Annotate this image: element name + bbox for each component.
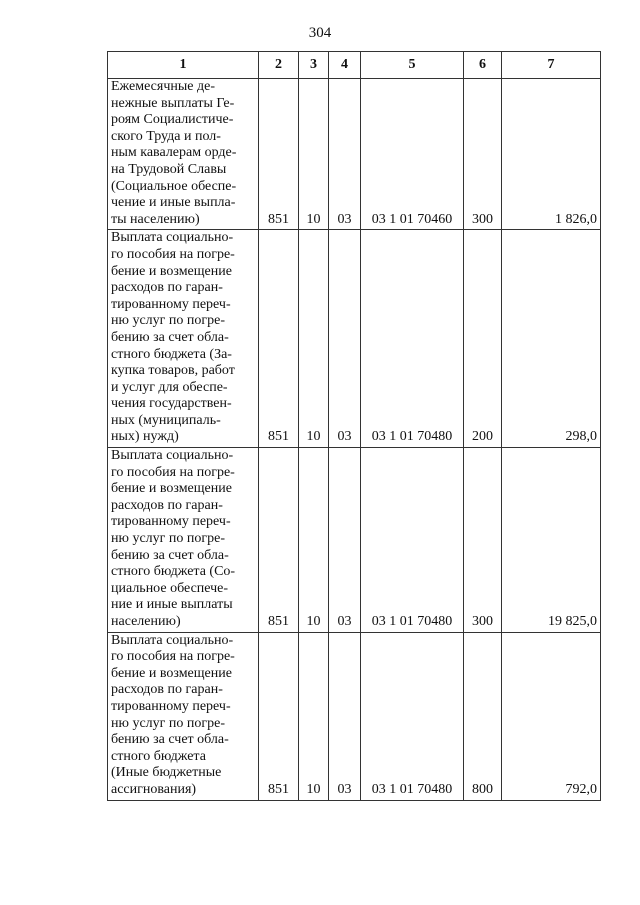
description-line: на Трудовой Славы — [111, 161, 227, 177]
description-line: (Иные бюджетные — [111, 765, 222, 781]
row-description — [108, 632, 259, 800]
description-line: тированному переч- — [111, 514, 231, 530]
row-description — [108, 79, 259, 230]
description-line: расходов по гаран- — [111, 280, 223, 296]
expense-type-code: 800 — [464, 632, 502, 800]
admin-code: 851 — [259, 79, 299, 230]
column-header-5: 5 — [361, 52, 464, 79]
amount-value: 19 825,0 — [502, 448, 601, 633]
description-line: расходов по гаран- — [111, 497, 223, 513]
admin-code: 851 — [259, 448, 299, 633]
column-header-7: 7 — [502, 52, 601, 79]
description-line: ского Труда и пол- — [111, 128, 221, 144]
description-line: ню услуг по погре- — [111, 313, 225, 329]
section-code: 10 — [299, 79, 329, 230]
description-line: бение и возмещение — [111, 665, 232, 681]
description-line: чение и иные выпла- — [111, 195, 236, 211]
description-line: ние и иные выплаты — [111, 597, 233, 613]
description-line: роям Социалистиче- — [111, 112, 234, 128]
target-article-code: 03 1 01 70480 — [361, 632, 464, 800]
description-line: стного бюджета (Со- — [111, 564, 236, 580]
row-description — [108, 230, 259, 448]
description-line: циальное обеспече- — [111, 580, 229, 596]
table-row — [108, 448, 601, 633]
budget-table — [107, 51, 601, 801]
target-article-code: 03 1 01 70480 — [361, 448, 464, 633]
description-line: Ежемесячные де- — [111, 79, 215, 94]
description-line: стного бюджета — [111, 748, 206, 764]
description-line: ты населению) — [111, 211, 200, 227]
amount-value: 792,0 — [502, 632, 601, 800]
column-header-3: 3 — [299, 52, 329, 79]
description-line: и услуг для обеспе- — [111, 379, 228, 395]
description-line: Выплата социально- — [111, 448, 234, 464]
subsection-code: 03 — [329, 79, 361, 230]
amount-value: 1 826,0 — [502, 79, 601, 230]
description-line: стного бюджета (За- — [111, 346, 232, 362]
description-line: купка товаров, работ — [111, 363, 235, 379]
description-line: бению за счет обла- — [111, 547, 229, 563]
table-row — [108, 230, 601, 448]
column-header-4: 4 — [329, 52, 361, 79]
subsection-code: 03 — [329, 448, 361, 633]
admin-code: 851 — [259, 632, 299, 800]
amount-value: 298,0 — [502, 230, 601, 448]
expense-type-code: 200 — [464, 230, 502, 448]
description-line: (Социальное обеспе- — [111, 178, 237, 194]
description-line: расходов по гаран- — [111, 682, 223, 698]
description-line: нежные выплаты Ге- — [111, 95, 235, 111]
description-line: ню услуг по погре- — [111, 715, 225, 731]
description-line: бение и возмещение — [111, 481, 232, 497]
target-article-code: 03 1 01 70460 — [361, 79, 464, 230]
description-line: бению за счет обла- — [111, 732, 229, 748]
section-code: 10 — [299, 632, 329, 800]
section-code: 10 — [299, 448, 329, 633]
description-line: населению) — [111, 614, 181, 629]
description-line: бению за счет обла- — [111, 329, 229, 345]
table-row — [108, 79, 601, 230]
description-line: ным кавалерам орде- — [111, 145, 237, 161]
column-header-6: 6 — [464, 52, 502, 79]
description-line: ных (муниципаль- — [111, 412, 221, 428]
description-line: ных) нужд) — [111, 429, 179, 445]
page-number: 304 — [308, 25, 332, 41]
description-line: тированному переч- — [111, 296, 231, 312]
description-line: Выплата социально- — [111, 230, 234, 246]
header-row — [108, 52, 601, 79]
description-line: ню услуг по погре- — [111, 531, 225, 547]
description-line: го пособия на погре- — [111, 246, 235, 262]
description-line: го пособия на погре- — [111, 649, 235, 665]
expense-type-code: 300 — [464, 448, 502, 633]
expense-type-code: 300 — [464, 79, 502, 230]
target-article-code: 03 1 01 70480 — [361, 230, 464, 448]
description-line: тированному переч- — [111, 698, 231, 714]
column-header-1: 1 — [108, 52, 259, 79]
section-code: 10 — [299, 230, 329, 448]
row-description — [108, 448, 259, 633]
description-line: ассигнования) — [111, 781, 197, 797]
description-line: го пособия на погре- — [111, 464, 235, 480]
description-line: бение и возмещение — [111, 263, 232, 279]
description-line: Выплата социально- — [111, 632, 234, 648]
admin-code: 851 — [259, 230, 299, 448]
column-header-2: 2 — [259, 52, 299, 79]
description-line: чения государствен- — [111, 396, 232, 412]
subsection-code: 03 — [329, 632, 361, 800]
table-row — [108, 632, 601, 800]
subsection-code: 03 — [329, 230, 361, 448]
